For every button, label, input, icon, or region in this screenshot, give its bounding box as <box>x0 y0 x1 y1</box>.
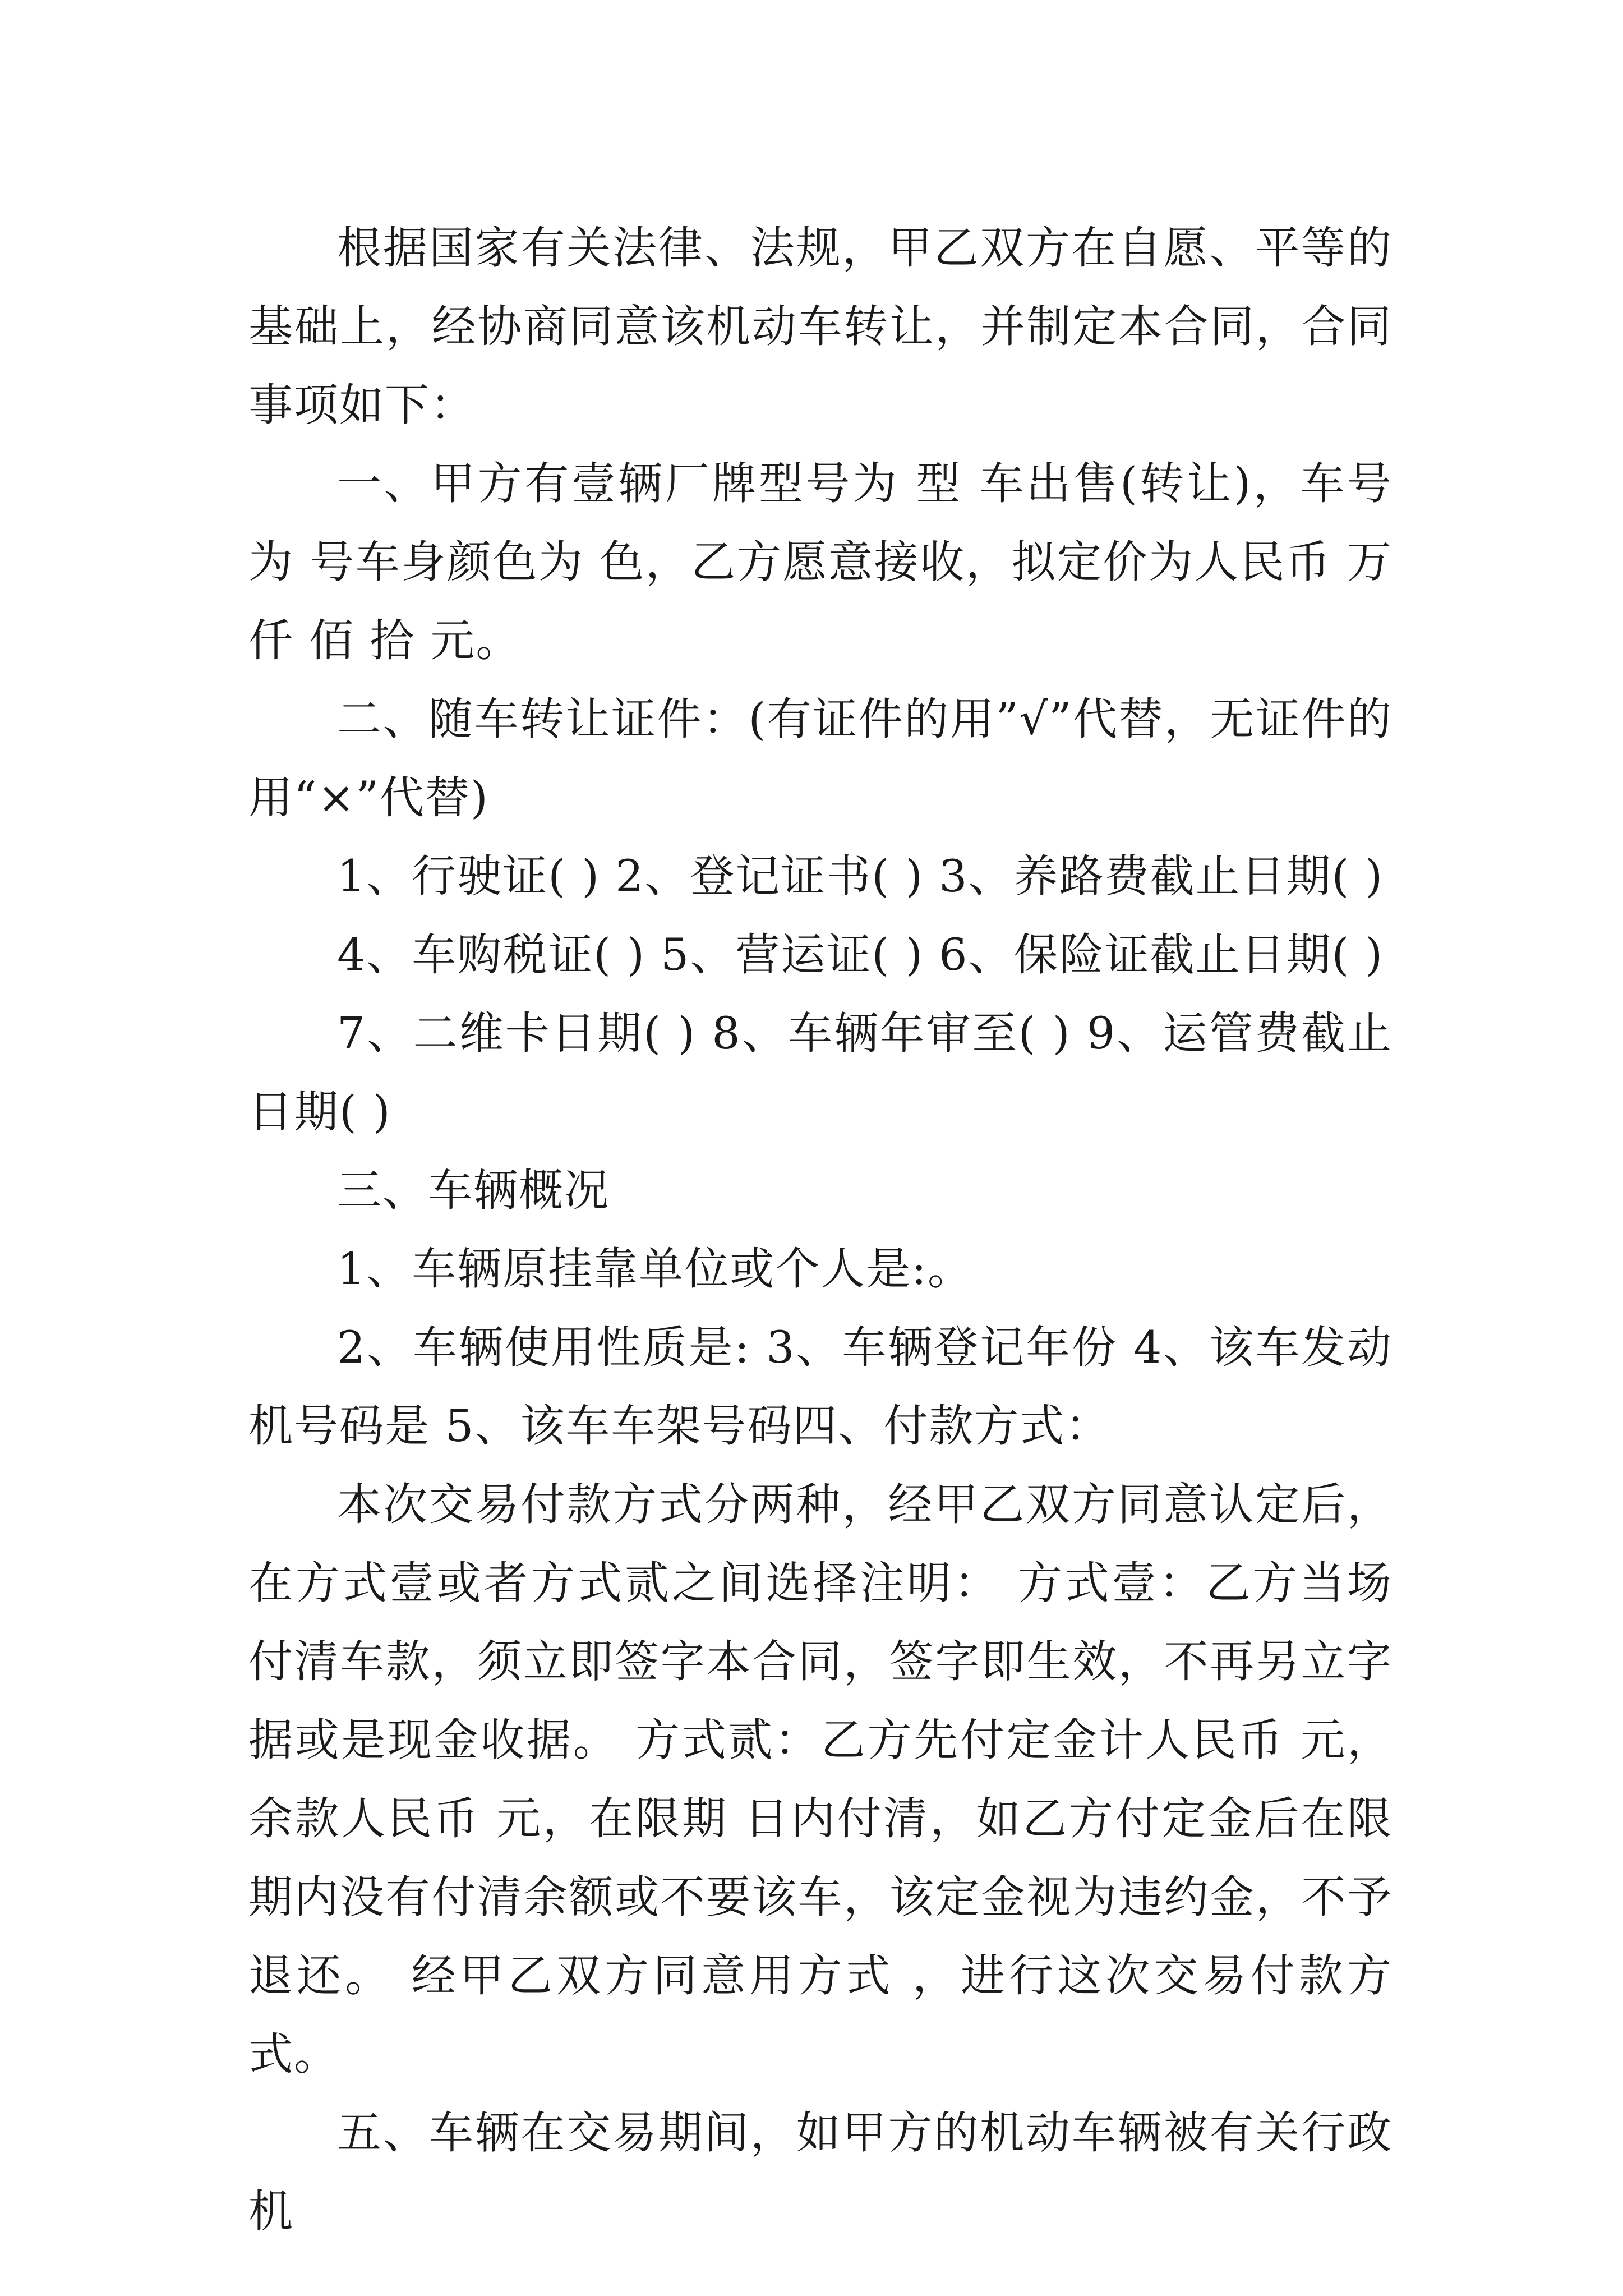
documents-list-line-3: 7、二维卡日期( ) 8、车辆年审至( ) 9、运管费截止日期( ) <box>248 1007 1393 1138</box>
clause-1-paragraph: 一、甲方有壹辆厂牌型号为 型 车出售(转让)，车号为 号车身颜色为 色，乙方愿意接收，拟定价为人民币 万 仟 佰 拾 元。 <box>248 458 1393 666</box>
clause-3-heading: 三、车辆概况 <box>337 1165 610 1216</box>
payment-method-paragraph: 本次交易付款方式分两种，经甲乙双方同意认定后，在方式壹或者方式贰之间选择注明： 方式壹：乙方当场付清车款，须立即签字本合同，签字即生效，不再另立字据或是现金收据。 方式贰：乙方先付定金计人民币 元，余款人民币 元，在限期 日内付清，如乙方付定金后在限期内没有付清余额或不要该车，该定金视为违约金，不予退还。 经甲乙双方同意用方式 ，进行这次交易付款方式。 <box>248 1479 1393 2080</box>
clause-2-paragraph: 二、随车转让证件：(有证件的用”√”代替，无证件的用“×”代替) <box>248 693 1393 823</box>
vehicle-details-paragraph: 2、车辆使用性质是: 3、车辆登记年份 4、该车发动机号码是 5、该车车架号码四、付款方式： <box>248 1322 1393 1452</box>
intro-paragraph: 根据国家有关法律、法规，甲乙双方在自愿、平等的基础上，经协商同意该机动车转让，并制定本合同，合同事项如下： <box>248 222 1393 431</box>
clause-5-paragraph: 五、车辆在交易期间，如甲方的机动车辆被有关行政机 <box>248 2107 1393 2237</box>
documents-list-line-1: 1、行驶证( ) 2、登记证书( ) 3、养路费截止日期( ) <box>337 850 1384 902</box>
vehicle-owner-line: 1、车辆原挂靠单位或个人是:。 <box>337 1243 973 1295</box>
contract-body <box>248 209 1393 2251</box>
documents-list-line-2: 4、车购税证( ) 5、营运证( ) 6、保险证截止日期( ) <box>337 929 1384 981</box>
